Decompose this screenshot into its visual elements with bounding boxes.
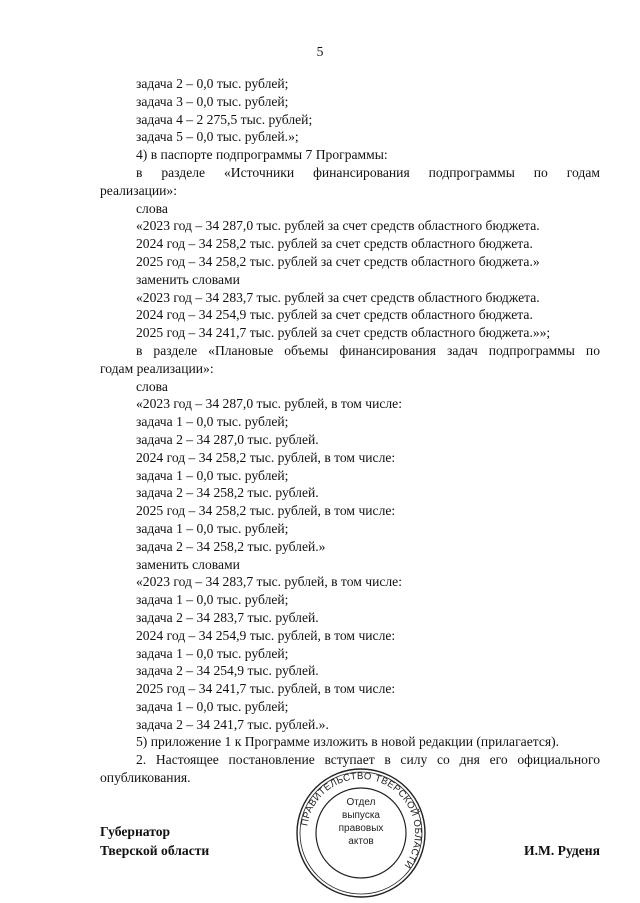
text-line: 2024 год – 34 254,9 тыс. рублей, в том числе: bbox=[136, 627, 396, 643]
text-line: задача 1 – 0,0 тыс. рублей; bbox=[136, 467, 289, 483]
text-line: 2025 год – 34 241,7 тыс. рублей, в том числе: bbox=[136, 681, 396, 697]
text-line: 4) в паспорте подпрограммы 7 Программы: bbox=[136, 147, 388, 163]
stamp-ring-text: ПРАВИТЕЛЬСТВО ТВЕРСКОЙ ОБЛАСТИ bbox=[299, 770, 424, 871]
text-line: задача 1 – 0,0 тыс. рублей; bbox=[136, 698, 289, 714]
text-line: опубликования. bbox=[100, 770, 191, 786]
text-line: задача 2 – 34 258,2 тыс. рублей. bbox=[136, 485, 319, 501]
text-line: задача 2 – 34 254,9 тыс. рублей. bbox=[136, 663, 319, 679]
text-line: заменить словами bbox=[136, 556, 240, 572]
text-line: задача 5 – 0,0 тыс. рублей.»; bbox=[136, 129, 299, 145]
text-line: «2023 год – 34 283,7 тыс. рублей за счет средств областного бюджета. bbox=[136, 289, 540, 305]
signer-title bbox=[100, 822, 209, 860]
text-line: 2. Настоящее постановление вступает в силу со дня его официального bbox=[136, 752, 600, 768]
text-line: слова bbox=[136, 378, 168, 394]
text-line: задача 1 – 0,0 тыс. рублей; bbox=[136, 520, 289, 536]
text-line: задача 2 – 34 241,7 тыс. рублей.». bbox=[136, 716, 329, 732]
text-line: 5) приложение 1 к Программе изложить в новой редакции (прилагается). bbox=[136, 734, 560, 750]
text-line: задача 1 – 0,0 тыс. рублей; bbox=[136, 645, 289, 661]
text-line: слова bbox=[136, 200, 168, 216]
text-line: годам реализации»: bbox=[100, 360, 214, 376]
text-line: задача 2 – 34 258,2 тыс. рублей.» bbox=[136, 538, 326, 554]
text-line: задача 1 – 0,0 тыс. рублей; bbox=[136, 414, 289, 430]
text-line: 2024 год – 34 258,2 тыс. рублей за счет средств областного бюджета. bbox=[136, 236, 533, 252]
text-line: задача 1 – 0,0 тыс. рублей; bbox=[136, 592, 289, 608]
text-line: заменить словами bbox=[136, 271, 240, 287]
text-line: «2023 год – 34 287,0 тыс. рублей, в том числе: bbox=[136, 396, 402, 412]
text-line: 2025 год – 34 258,2 тыс. рублей за счет средств областного бюджета.» bbox=[136, 253, 540, 269]
text-line: в разделе «Плановые объемы финансирования задач подпрограммы по bbox=[136, 342, 600, 358]
text-line: задача 3 – 0,0 тыс. рублей; bbox=[136, 93, 289, 109]
text-line: задача 4 – 2 275,5 тыс. рублей; bbox=[136, 111, 313, 127]
stamp-inner-text bbox=[322, 796, 400, 848]
stamp-inner-line: правовых bbox=[338, 823, 384, 834]
text-line: 2024 год – 34 254,9 тыс. рублей за счет средств областного бюджета. bbox=[136, 307, 533, 323]
text-line: задача 2 – 34 287,0 тыс. рублей. bbox=[136, 431, 319, 447]
body-text bbox=[100, 75, 600, 787]
text-line: «2023 год – 34 287,0 тыс. рублей за счет средств областного бюджета. bbox=[136, 218, 540, 234]
signer-name: И.М. Руденя bbox=[524, 843, 600, 858]
text-line: 2024 год – 34 258,2 тыс. рублей, в том числе: bbox=[136, 449, 396, 465]
text-line: в разделе «Источники финансирования подпрограммы по годам bbox=[136, 164, 600, 180]
signer-title-line-1: Губернатор bbox=[100, 824, 171, 839]
signer-title-line-2: Тверской области bbox=[100, 843, 210, 858]
text-line: «2023 год – 34 283,7 тыс. рублей, в том числе: bbox=[136, 574, 402, 590]
stamp-inner-line: актов bbox=[348, 836, 374, 847]
stamp-inner-line: Отдел bbox=[346, 797, 376, 808]
text-line: задача 2 – 0,0 тыс. рублей; bbox=[136, 76, 289, 91]
text-line: 2025 год – 34 241,7 тыс. рублей за счет средств областного бюджета.»»; bbox=[136, 325, 551, 341]
text-line: 2025 год – 34 258,2 тыс. рублей, в том числе: bbox=[136, 503, 396, 519]
stamp-inner-line: выпуска bbox=[342, 810, 380, 821]
page-number: 5 bbox=[316, 44, 324, 59]
official-stamp bbox=[294, 766, 428, 900]
text-line: задача 2 – 34 283,7 тыс. рублей. bbox=[136, 609, 319, 625]
text-line: реализации»: bbox=[100, 182, 178, 198]
